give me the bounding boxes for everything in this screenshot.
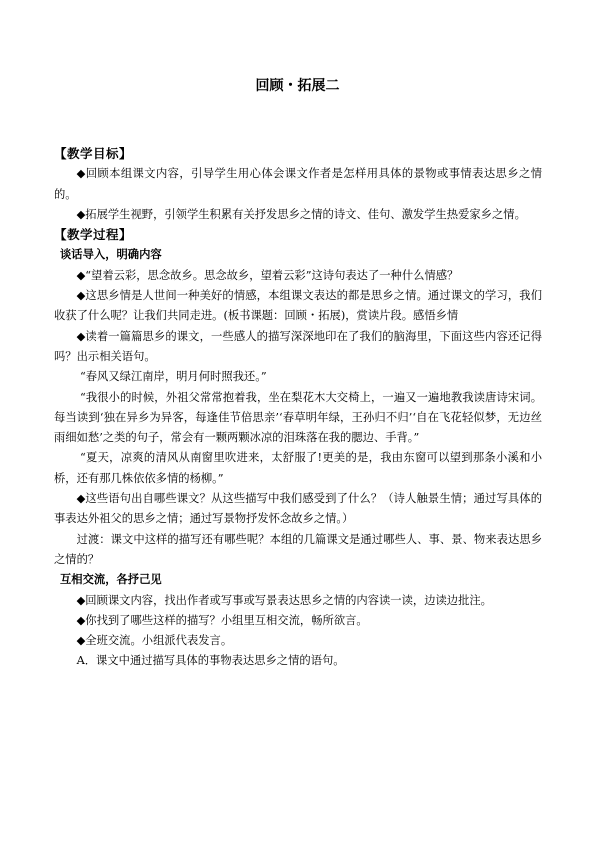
quote-2: “我很小的时候，外祖父常常抱着我，坐在梨花木大交椅上，一遍又一遍地教我读唐诗宋词。每当读到‘独在异乡为异客，每逢佳节倍思亲’‘春草明年绿，王孙归不归’‘自在飞花轻似梦，无边丝雨细如愁’之类的句子，常会有一颗两颗冰凉的泪珠落在我的腮边、手背。”	[54, 390, 542, 445]
paragraph-9: A．课文中通过描写具体的事物表达思乡之情的语句。	[76, 654, 345, 668]
subheading-intro: 谈话导入，明确内容	[60, 248, 162, 262]
goal-paragraph-2: ◆拓展学生视野，引领学生积累有关抒发思乡之情的诗文、佳句、激发学生热爱家乡之情。	[76, 207, 526, 221]
section-heading-goals: 【教学目标】	[54, 146, 133, 161]
document-body	[54, 144, 542, 672]
paragraph-5: 过渡：课文中这样的描写还有哪些呢？本组的几篇课文是通过哪些人、事、景、物来表达思乡之情的？	[54, 532, 542, 566]
paragraph-1: ◆“望着云彩，思念故乡。思念故乡，望着云彩”这诗句表达了一种什么情感？	[76, 268, 459, 282]
paragraph-4: ◆这些语句出自哪些课文？从这些描写中我们感受到了什么？（诗人触景生情；通过写具体的事表达外祖父的思乡之情；通过写景物抒发怀念故乡之情。）	[54, 492, 542, 526]
section-heading-process: 【教学过程】	[54, 227, 133, 243]
paragraph-3: ◆读着一篇篇思乡的课文，一些感人的描写深深地印在了我们的脑海里，下面这些内容还记得吗？出示相关语句。	[54, 329, 542, 363]
page-title: 回顾・拓展二	[255, 78, 340, 94]
subheading-exchange: 互相交流，各抒己见	[60, 573, 162, 587]
paragraph-7: ◆你找到了哪些这样的描写？小组里互相交流，畅所欲言。	[76, 613, 368, 627]
quote-3: “夏天，凉爽的清风从南窗里吹进来，太舒服了!更美的是，我由东窗可以望到那条小溪和小桥，还有那几株依依多情的杨柳。”	[54, 451, 542, 485]
quote-1: “春风又绿江南岸，明月何时照我还。”	[79, 370, 267, 384]
paragraph-8: ◆全班交流。小组派代表发言。	[76, 634, 233, 648]
paragraph-2: ◆这思乡情是人世间一种美好的情感，本组课文表达的都是思乡之情。通过课文的学习，我们收获了什么呢？让我们共同走进。(板书课题：回顾・拓展)，赏读片段。感悟乡情	[54, 289, 542, 323]
paragraph-6: ◆回顾课文内容，找出作者或写事或写景表达思乡之情的内容读一读，边读边批注。	[76, 593, 492, 607]
goal-paragraph-1: ◆回顾本组课文内容，引导学生用心体会课文作者是怎样用具体的景物或事情表达思乡之情的。	[54, 167, 542, 201]
